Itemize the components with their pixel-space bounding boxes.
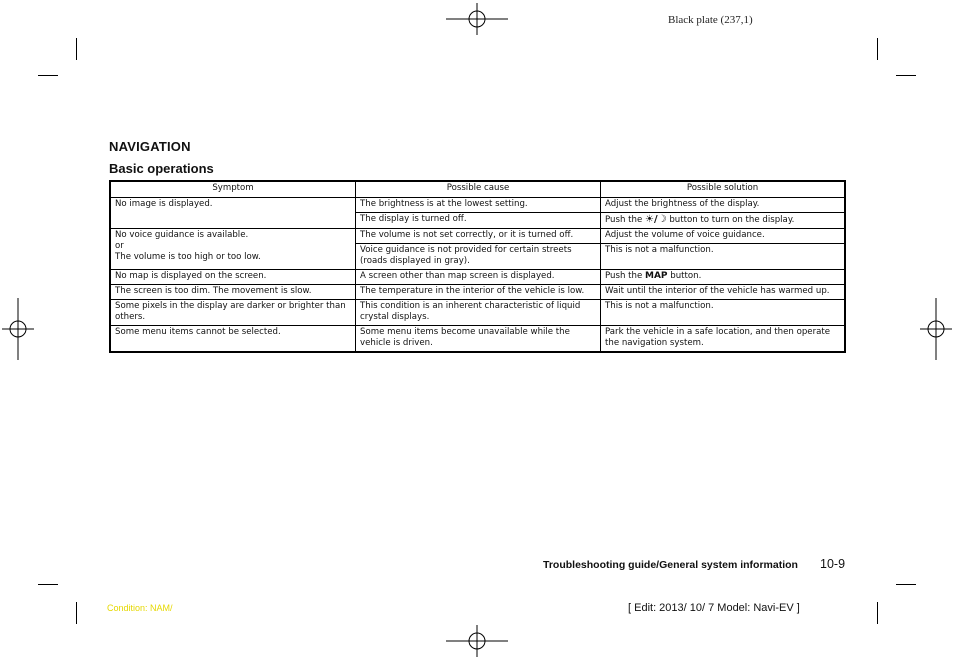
symptom-cell: Some pixels in the display are darker or brighter than others. [110, 300, 356, 326]
symptom-cell: No image is displayed. [110, 198, 356, 229]
solution-suffix: button. [670, 271, 702, 281]
solution-cell [601, 270, 846, 285]
symptom-line: or [115, 241, 124, 251]
solution-prefix: Push the [605, 215, 643, 225]
solution-cell: This is not a malfunction. [601, 244, 846, 270]
cause-cell: The display is turned off. [356, 213, 601, 229]
page-number: 10-9 [820, 557, 846, 571]
solution-prefix: Push the [605, 271, 643, 281]
registration-mark-left [2, 298, 34, 360]
condition-label: Condition: NAM/ [107, 603, 173, 613]
table-header-row [110, 181, 845, 198]
solution-cell: This is not a malfunction. [601, 300, 846, 326]
section-title: NAVIGATION [109, 139, 191, 154]
day-night-key-icon: ☀/☽ [644, 214, 667, 225]
column-header-symptom: Symptom [110, 181, 356, 198]
solution-suffix: button to turn on the display. [669, 215, 795, 225]
edit-info: [ Edit: 2013/ 10/ 7 Model: Navi-EV ] [628, 602, 800, 614]
cause-cell: The temperature in the interior of the vehicle is low. [356, 285, 601, 300]
symptom-cell: No map is displayed on the screen. [110, 270, 356, 285]
table-row [110, 198, 845, 213]
symptom-line: The volume is too high or too low. [115, 252, 261, 262]
symptom-cell: Some menu items cannot be selected. [110, 326, 356, 353]
cause-cell: Some menu items become unavailable while the vehicle is driven. [356, 326, 601, 353]
solution-cell: Adjust the volume of voice guidance. [601, 229, 846, 244]
cause-cell: This condition is an inherent characteristic of liquid crystal displays. [356, 300, 601, 326]
plate-label: Black plate (237,1) [668, 14, 753, 26]
cause-cell: The volume is not set correctly, or it is turned off. [356, 229, 601, 244]
column-header-cause: Possible cause [356, 181, 601, 198]
footer-section-title: Troubleshooting guide/General system information [543, 559, 798, 571]
cause-cell: Voice guidance is not provided for certain streets (roads displayed in gray). [356, 244, 601, 270]
solution-cell [601, 213, 846, 229]
map-key-label: MAP [644, 271, 668, 281]
solution-cell: Adjust the brightness of the display. [601, 198, 846, 213]
registration-mark-bottom [446, 625, 508, 657]
table-row [110, 326, 845, 353]
table-row [110, 270, 845, 285]
subsection-title: Basic operations [109, 161, 214, 176]
column-header-solution: Possible solution [601, 181, 846, 198]
symptom-cell: The screen is too dim. The movement is slow. [110, 285, 356, 300]
table-row [110, 285, 845, 300]
solution-cell: Park the vehicle in a safe location, and then operate the navigation system. [601, 326, 846, 353]
registration-mark-top [446, 3, 508, 35]
table-row [110, 300, 845, 326]
solution-cell: Wait until the interior of the vehicle has warmed up. [601, 285, 846, 300]
table-row [110, 229, 845, 244]
symptom-cell [110, 229, 356, 270]
symptom-line: No voice guidance is available. [115, 230, 249, 240]
cause-cell: The brightness is at the lowest setting. [356, 198, 601, 213]
troubleshooting-table [109, 180, 846, 353]
cause-cell: A screen other than map screen is displayed. [356, 270, 601, 285]
registration-mark-right [920, 298, 952, 360]
